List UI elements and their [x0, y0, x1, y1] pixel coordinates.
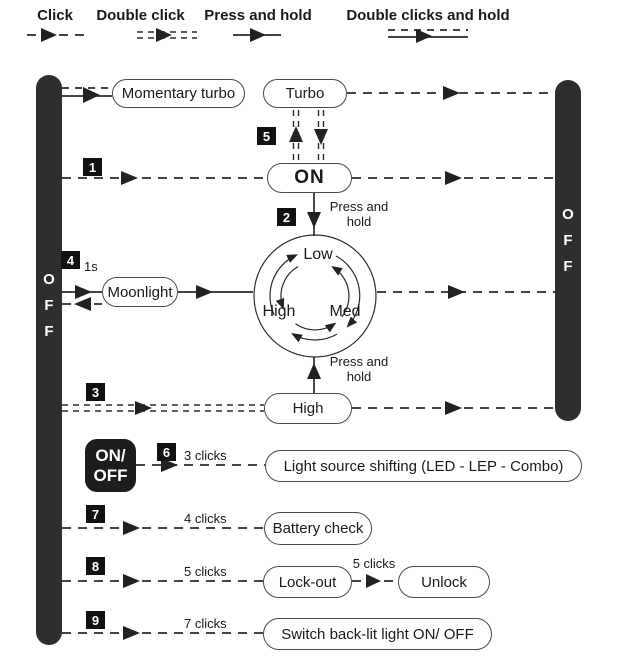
three-clicks-label: 3 clicks [184, 448, 227, 463]
step-badge-8: 8 [86, 557, 105, 575]
arrow-on-to-turbo [289, 110, 303, 161]
hold-1s-label: 1s [84, 259, 98, 274]
legend-double-click-label: Double click [96, 7, 185, 24]
seven-clicks-label: 7 clicks [184, 616, 227, 631]
node-moonlight: Moonlight [102, 277, 178, 307]
arrow-off-to-high [62, 401, 264, 415]
arrow-on-to-off [352, 171, 556, 185]
arrow-cycle-to-off [377, 285, 556, 299]
double-click-hold-arrow-icon [388, 29, 468, 43]
node-lock-out: Lock-out [263, 566, 352, 598]
step-badge-1: 1 [83, 158, 102, 176]
arrow-off-to-lockout [62, 574, 263, 588]
arrow-high-to-off [352, 401, 556, 415]
node-turbo: Turbo [263, 79, 347, 108]
four-clicks-label: 4 clicks [184, 511, 227, 526]
step-badge-3: 3 [86, 383, 105, 401]
arrow-off-to-moonlight [62, 285, 102, 299]
press-hold-down-label: Press and hold [329, 199, 389, 229]
left-off-bar [36, 75, 62, 645]
step-badge-2: 2 [277, 208, 296, 226]
node-backlit-switch: Switch back-lit light ON/ OFF [263, 618, 492, 650]
node-unlock: Unlock [398, 566, 490, 598]
legend-click-label: Click [37, 7, 73, 24]
arrow-turbo-to-off [347, 86, 556, 100]
legend-double-click-hold-label: Double clicks and hold [346, 7, 510, 24]
step-badge-6: 6 [157, 443, 176, 461]
left-off-bar-label: OFF [43, 271, 55, 340]
double-click-arrow-icon [137, 28, 197, 42]
press-hold-arrow-icon [233, 28, 281, 42]
legend-press-hold-label: Press and hold [204, 7, 312, 24]
right-off-bar-label: OFF [562, 206, 574, 275]
node-battery-check: Battery check [264, 512, 372, 545]
five-clicks-label: 5 clicks [184, 564, 227, 579]
press-hold-up-label: Press and hold [329, 354, 389, 384]
node-on: ON [267, 163, 352, 193]
step-badge-9: 9 [86, 611, 105, 629]
arrow-off-to-momentary-turbo [62, 87, 112, 103]
step-badge-5: 5 [257, 127, 276, 145]
cycle-low-label: Low [303, 246, 333, 263]
node-high: High [264, 393, 352, 424]
arrow-off-to-battery [62, 521, 264, 535]
arrow-on-to-cycle [307, 193, 321, 236]
node-momentary-turbo: Momentary turbo [112, 79, 245, 108]
arrow-moonlight-to-cycle [178, 285, 253, 299]
step-badge-7: 7 [86, 505, 105, 523]
arrow-moonlight-to-off [62, 297, 102, 311]
node-light-source: Light source shifting (LED - LEP - Combo) [265, 450, 582, 482]
five-clicks-unlock-label: 5 clicks [352, 556, 396, 571]
right-off-bar [555, 80, 581, 421]
arrow-lockout-to-unlock [352, 574, 398, 588]
cycle-med-label: Med [329, 303, 361, 320]
arrow-high-to-cycle [307, 357, 321, 393]
step-badge-4: 4 [61, 251, 80, 269]
click-arrow-icon [27, 28, 85, 42]
onoff-line1: ON/ [95, 445, 126, 465]
arrow-turbo-to-on [314, 110, 328, 161]
cycle-high-label: High [262, 303, 296, 320]
onoff-line2: OFF [93, 465, 128, 485]
onoff-switch-badge [85, 439, 136, 492]
